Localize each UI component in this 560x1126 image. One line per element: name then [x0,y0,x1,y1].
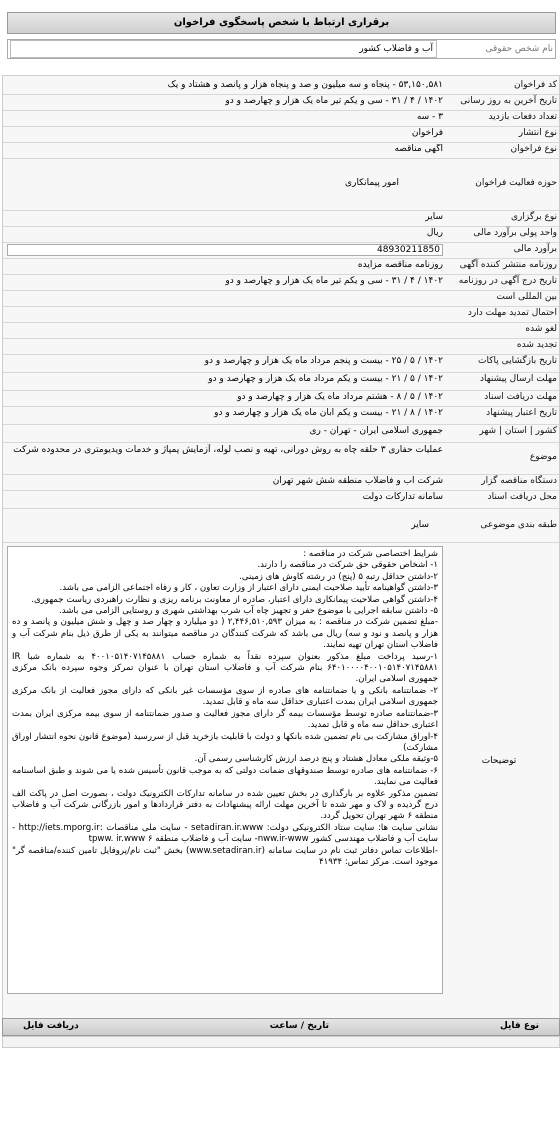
field-row: برآورد مالی 48930211850 [3,244,559,259]
field-row: دستگاه مناقصه گزار شرکت آب و فاضلاب منطقه شش شهر تهران [3,476,559,491]
description-line: ۱-رسید پرداخت مبلغ مذکور بعنوان سپرده نقداً به شماره حساب ۴۰۰۱۰۵۱۴۰۷۱۴۵۸۸۱ به شماره شبا IR ۶۴۰۱۰۰۰۰۴۰۰۱۰۵۱۴۰۷۱۴۵۸۸۱ بنام شرکت آب و فاضلاب استان تهران با عنوان تمرکز وجوه سپرده بانک مرکزی جمهوری اسلامی ایران. [12,651,438,685]
legal-entity-field[interactable]: آب و فاضلاب کشور [10,40,437,58]
description-line: ۲-داشتن حداقل رتبه ۵ (پنج) در رشته کاوش های زمینی. [239,571,438,582]
date-time-header: تاریخ / ساعت [269,1021,329,1031]
field-row: تاریخ آخرین به روز رسانی ۱۴۰۲ / ۴ / ۳۱ - سی و یکم تیر ماه یک هزار و چهارصد و دو [3,96,559,111]
field-row: مهلت ارسال پیشنهاد ۱۴۰۲ / ۵ / ۲۱ - بیست و یکم مرداد ماه یک هزار و چهارصد و دو [3,374,559,391]
description-line: -اطلاعات تماس دفاتر ثبت نام در سایت سامانه (www.setadiran.ir) بخش "ثبت نام/پروفایل تامین کننده/مناقصه گر" موجود است. مرکز تماس: ۴۱۹۳۴ [12,845,439,867]
description-line: شرایط اختصاصی شرکت در مناقصه : [303,549,438,559]
files-table-header [2,1018,560,1036]
field-row: طبقه بندی موضوعی سایر [3,510,559,543]
field-row: کد فراخوان ۵۳,۱۵۰,۵۸۱ - پنجاه و سه میلیون و صد و پنجاه هزار و پانصد و هشتاد و یک [3,80,559,95]
field-row: حوزه فعالیت فراخوان امور پیمانکاری [3,160,559,211]
legal-entity-row [7,39,556,59]
field-row: واحد پولی برآورد مالی ریال [3,228,559,243]
description-line: ۵-وثیقه ملکی معادل هشتاد و پنج درصد ارزش کارشناسی رسمی آن. [194,754,438,765]
file-type-header: نوع فایل [500,1021,539,1031]
page-title: برقراری ارتباط با شخص پاسخگوی فراخوان [7,12,556,34]
field-row: تاریخ اعتبار پیشنهاد ۱۴۰۲ / ۸ / ۲۱ - بیست و یکم آبان ماه یک هزار و چهارصد و دو [3,408,559,425]
description-line: ۴-اوراق مشارکت بی نام تضمین شده بانکها و دولت با قابلیت بازخرید قبل از سررسید (موضوع قانون نحوه انتشار اوراق مشارکت) [12,731,438,753]
field-row: تجدید شده [3,340,559,355]
description-line: ۲- ضمانتنامه بانکی و یا ضمانتنامه های صادره از سوی مؤسسات غیر بانکی که دارای مجوز فعالیت از بانک مرکزی جمهوری اسلامی ایران بمدت اعتباری حداقل سه ماه و قابل تمدید. [12,685,438,708]
files-table-body [2,1036,560,1048]
field-row: نوع برگزاری سایر [3,212,559,227]
details-panel [2,75,560,1035]
field-row: محل دریافت اسناد سامانه تدارکات دولت [3,492,559,509]
field-row: کشور | استان | شهر جمهوری اسلامی ایران - تهران - ری [3,426,559,443]
description-line: -مبلغ تضمین شرکت در مناقصه : به میزان ۲,۴۴۶,۵۱۰,۵۹۳ ( دو میلیارد و چهار صد و چهل و شش میلیون و پانصد و ده هزار و پانصد و نود و سه) ریال می باشد که شرکت کنندگان در مناقصه میتوانند به یکی از طرق ذیل بنام شرکت آب و فاضلاب استان تهران تهیه نمایند. [12,617,439,651]
field-row: موضوع عملیات حفاری ۳ حلقه چاه به روش دورانی، تهیه و نصب لوله، آزمایش پمپاژ و خدمات ویدیومتری در محدوده شرکت [3,444,559,475]
field-row: مهلت دریافت اسناد ۱۴۰۲ / ۵ / ۸ - هشتم مرداد ماه یک هزار و چهارصد و دو [3,392,559,407]
description-line: نشانی سایت ها: سایت ستاد الکترونیکی دولت: setadiran.ir.www - سایت ملی مناقصات :http://iets.mporg.ir - سایت آب و فاضلاب مهندسی کشور nww.ir-www- سایت آب و فاضلاب منطقه ۶ tpww. ir.www [12,822,438,845]
description-line: تضمین مذکور علاوه بر بارگذاری در بخش تعیین شده در سامانه تدارکات الکترونیک دولت ، بصورت اصل در پاکت الف درج گردیده و لاک و مهر شده تا آخرین مهلت ارائه پیشنهادات به دفتر قراردادها و امور بازرگانی شرکت آب و فاضلاب منطقه ۶ شهر تهران تحویل گردد. [12,788,438,822]
field-row: احتمال تمدید مهلت دارد [3,308,559,323]
field-row: تاریخ بازگشایی پاکات ۱۴۰۲ / ۵ / ۲۵ - بیست و پنجم مرداد ماه یک هزار و چهارصد و دو [3,356,559,373]
description-box [7,546,443,994]
description-line: ۴-داشتن گواهی صلاحیت پیمانکاری دارای اعتبار، صادره از معاونت برنامه ریزی و نظارت راهبردی ریاست جمهوری. [31,594,438,605]
field-row: روزنامه منتشر کننده آگهی روزنامه مناقصه مزایده [3,260,559,275]
download-file-header: دریافت فایل [23,1021,79,1031]
field-row: بین المللی است [3,292,559,307]
description-line: ۱- اشخاص حقوقی حق شرکت در مناقصه را دارند. [257,560,438,571]
description-line: ۳-ضمانتنامه صادره توسط مؤسسات بیمه گر دارای مجوز فعالیت و صدور ضمانتنامه از سوی بیمه مرکزی ایران بمدت اعتباری حداقل سه ماه و قابل تمدید. [12,708,438,731]
description-line: ۳-داشتن گواهینامه تأیید صلاحیت ایمنی دارای اعتبار از وزارت تعاون ، کار و رفاه اجتماعی الزامی می باشد. [59,583,438,594]
description-line: ۶- ضمانتنامه های صادره توسط صندوقهای ضمانت دولتی که به موجب قانون تأسیس شده یا می شوند و طبق اساسنامه فعالیت می نمایند. [12,765,438,788]
description-line: ۵- داشتن سابقه اجرایی با موضوع حفر و تجهیز چاه آب شرب بهداشتی شهری و روستایی الزامی می باشد. [58,606,438,617]
field-row: تعداد دفعات بازدید ۳ - سه [3,112,559,127]
legal-entity-label: نام شخص حقوقی [485,44,553,54]
field-row: لغو شده [3,324,559,339]
field-row: نوع انتشار فراخوان [3,128,559,143]
field-row: نوع فراخوان آگهی مناقصه [3,144,559,159]
description-label: توضیحات [481,756,517,766]
field-row: تاریخ درج آگهی در روزنامه ۱۴۰۲ / ۴ / ۳۱ - سی و یکم تیر ماه یک هزار و چهارصد و دو [3,276,559,291]
